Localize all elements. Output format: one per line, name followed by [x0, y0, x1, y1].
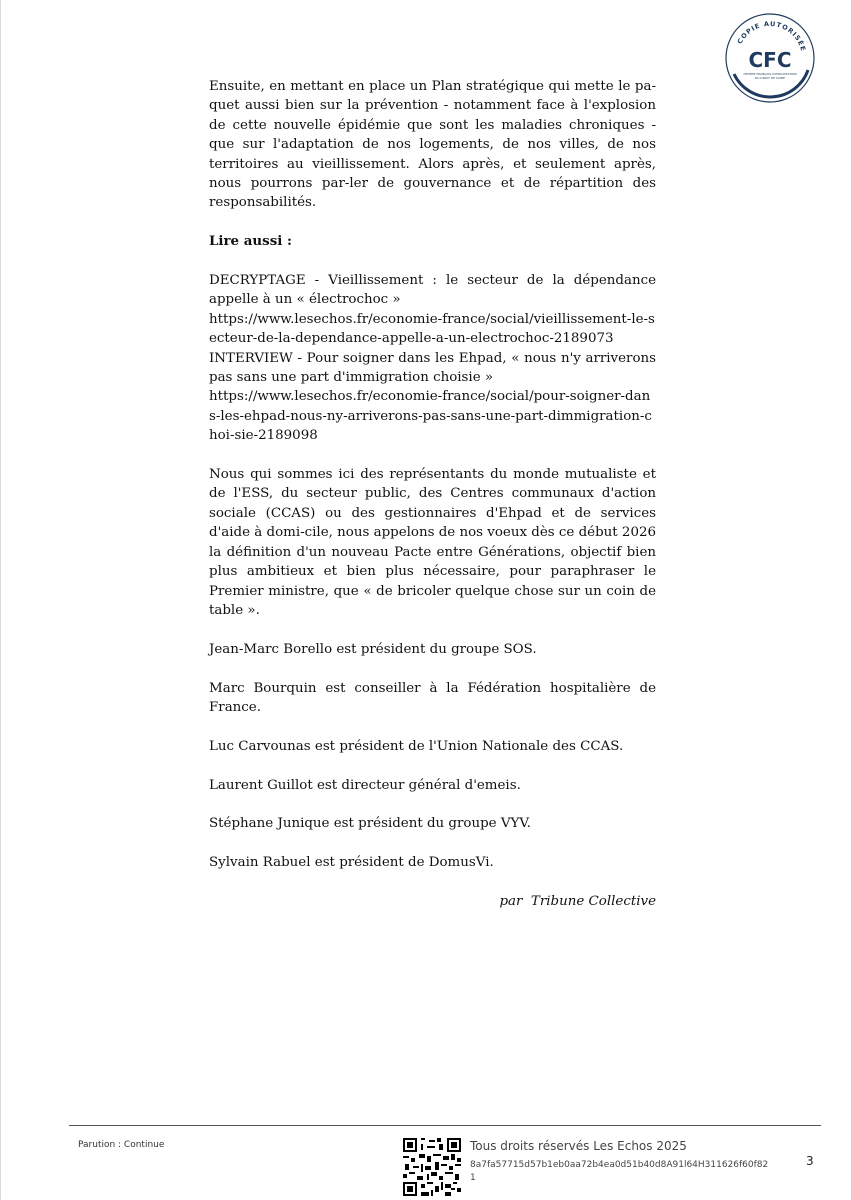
- svg-text:COPIE AUTORISÉE: COPIE AUTORISÉE: [735, 19, 808, 53]
- signatory-2: Marc Bourquin est conseiller à la Fédération hospitalière de France.: [209, 680, 656, 715]
- signatory-1: Jean-Marc Borello est président du groupe SOS.: [209, 641, 537, 657]
- read-also-title-1: DECRYPTAGE - Vieillissement : le secteur de la dépendance appelle à un « électrochoc »: [209, 273, 656, 308]
- svg-text:CENTRE FRANÇAIS D'EXPLOITATION: CENTRE FRANÇAIS D'EXPLOITATION: [743, 72, 797, 76]
- signatory-5: Stéphane Junique est président du groupe VYV.: [209, 816, 531, 832]
- cfc-stamp-logo: [724, 12, 816, 104]
- page-number: 3: [806, 1154, 814, 1168]
- svg-text:CFC: CFC: [748, 48, 792, 72]
- closing-paragraph: Nous qui sommes ici des représentants du monde mutualiste et de l'ESS, du secteur public, des Centres communaux d'action sociale (CCAS) ou des gestionnaires d'Ehpad et de services d'aide à domi-cile, nous appelons de nos voeux dès ce début 2026 la définition d'un nouveau Pacte entre Générations, objectif bien plus ambitieux et bien plus nécessaire, pour paraphraser le Premier ministre, que « de bricoler quelque chose sur un coin de table ».: [209, 467, 657, 618]
- signatory-3: Luc Carvounas est président de l'Union Nationale des CCAS.: [209, 738, 624, 754]
- signatory-6: Sylvain Rabuel est président de DomusVi.: [209, 855, 494, 871]
- footer-divider: [69, 1125, 821, 1126]
- signatory-4: Laurent Guillot est directeur général d'emeis.: [209, 777, 521, 793]
- copyright-notice: Tous droits réservés Les Echos 2025: [470, 1139, 687, 1153]
- read-also-link-1[interactable]: https://www.lesechos.fr/economie-france/social/vieillissement-le-secteur-de-la-dependance-appelle-a-un-electrochoc-2189073: [209, 311, 655, 347]
- svg-text:DU DROIT DE COPIE: DU DROIT DE COPIE: [754, 76, 786, 80]
- intro-paragraph: Ensuite, en mettant en place un Plan stratégique qui mette le pa-quet aussi bien sur la prévention - notamment face à l'explosion de cette nouvelle épidémie que sont les maladies chroniques - que sur l'adaptation de nos logements, de nos villes, de nos territoires au vieillissement. Alors après, et seulement après, nous pourrons par-ler de gouvernance et de répartition des responsabilités.: [209, 79, 656, 211]
- qr-code-icon: [403, 1138, 461, 1196]
- parution-label: Parution : Continue: [78, 1140, 165, 1150]
- read-also-title-2: INTERVIEW - Pour soigner dans les Ehpad, « nous n'y arriverons pas sans une part d'immigration choisie »: [209, 350, 656, 386]
- read-also-link-2[interactable]: https://www.lesechos.fr/economie-france/social/pour-soigner-dans-les-ehpad-nous-ny-arriverons-pas-sans-une-part-dimmigration-choi-sie-2189098: [209, 389, 652, 444]
- read-also-heading: Lire aussi :: [209, 233, 292, 250]
- document-hash: 8a7fa57715d57b1eb0aa72b4ea0d51b40d8A91l64H311626f60f821: [470, 1160, 769, 1183]
- byline: par Tribune Collective: [499, 893, 656, 909]
- article-body: [209, 77, 656, 911]
